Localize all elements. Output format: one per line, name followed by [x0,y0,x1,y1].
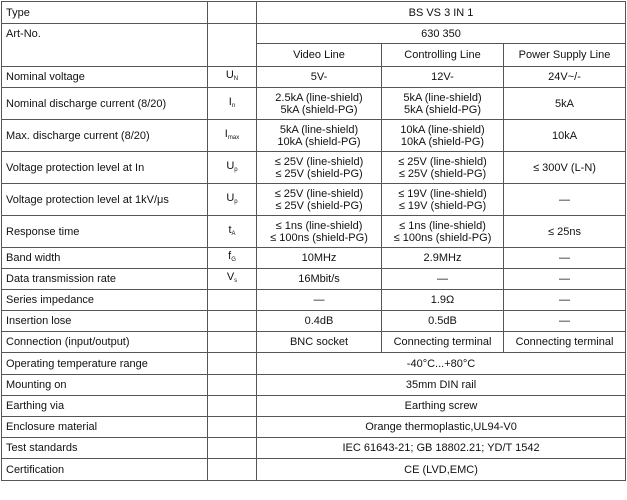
symbol-letter: I [228,95,232,108]
row-symbol [208,120,257,152]
cell-control [382,120,504,152]
cell-control [382,67,504,88]
cell-video [257,290,382,311]
artno-symbol-cell [208,24,257,67]
symbol-subscript: G [231,257,236,263]
general-label: Enclosure material [2,417,208,438]
control-line: ≤ 19V (shield-PG) [398,199,487,212]
general-symbol-cell [208,396,257,417]
power-line: ≤ 300V (L-N) [533,161,596,174]
row-symbol [208,311,257,332]
row-symbol [208,332,257,353]
general-symbol-cell [208,353,257,375]
cell-power [504,120,626,152]
general-row [2,375,626,396]
symbol-subscript: N [233,76,239,82]
general-label: Mounting on [2,375,208,396]
control-line: ≤ 25V (shield-PG) [398,167,487,180]
artno-label: Art-No. [2,24,208,67]
cell-power [504,290,626,311]
video-line: — [313,294,325,306]
cell-power [504,88,626,120]
control-line: 5kA (shield-PG) [403,103,482,116]
cell-video [257,120,382,152]
cell-video [257,67,382,88]
row-symbol [208,152,257,184]
cell-control [382,311,504,332]
spec-row [2,152,626,184]
video-line: 16Mbit/s [298,273,340,285]
general-symbol-cell [208,375,257,396]
row-label: Connection (input/output) [2,332,208,353]
cell-power [504,152,626,184]
symbol-subscript: max [227,134,240,141]
video-line: ≤ 100ns (shield-PG) [270,231,368,244]
general-value: Earthing screw [257,396,626,417]
row-label: Nominal discharge current (8/20) [2,88,208,120]
cell-control [382,184,504,216]
video-line: ≤ 25V (shield-PG) [275,167,363,180]
symbol-letter: U [225,69,234,81]
spec-row [2,332,626,353]
row-label: Max. discharge current (8/20) [2,120,208,152]
power-line: Connecting terminal [515,336,614,348]
cell-video [257,88,382,120]
spec-row [2,88,626,120]
symbol-subscript: A [231,230,236,237]
control-line: 2.9MHz [423,252,462,264]
symbol-letter: t [228,223,232,236]
row-label: Response time [2,216,208,248]
general-value: CE (LVD,EMC) [257,459,626,481]
general-row [2,396,626,417]
general-label: Test standards [2,438,208,459]
video-line: 2.5kA (line-shield) [275,91,363,104]
cell-control [382,248,504,269]
control-line: — [437,273,448,285]
cell-power [504,216,626,248]
power-line: 5kA [555,97,574,110]
control-line: 5kA (line-shield) [403,91,482,104]
row-label: Band width [2,248,208,269]
video-line: ≤ 25V (shield-PG) [275,199,363,212]
general-symbol-cell [208,459,257,481]
cell-video [257,184,382,216]
spec-row [2,311,626,332]
general-row [2,459,626,481]
row-label: Insertion lose [2,311,208,332]
power-line: — [559,273,571,285]
row-symbol [208,269,257,290]
symbol-letter: U [226,191,235,204]
cell-power [504,184,626,216]
control-line: ≤ 25V (line-shield) [398,155,487,168]
row-symbol [208,184,257,216]
cell-power [504,332,626,353]
column-header-control: Controlling Line [382,44,504,67]
general-symbol-cell [208,417,257,438]
control-line: ≤ 19V (line-shield) [398,187,487,200]
symbol-subscript: p [234,198,238,205]
video-line: 5kA (shield-PG) [280,103,358,116]
control-line: 12V- [431,71,454,83]
cell-video [257,152,382,184]
general-value: Orange thermoplastic,UL94-V0 [257,417,626,438]
video-line: ≤ 1ns (line-shield) [275,219,363,232]
type-row [2,2,626,24]
video-line: 10kA (shield-PG) [277,135,361,148]
general-label: Certification [2,459,208,481]
symbol-letter: I [224,127,228,140]
cell-power [504,269,626,290]
power-line: ≤ 25ns [548,225,581,238]
row-symbol [208,216,257,248]
spec-table-body [2,2,626,481]
control-line: 1.9Ω [430,294,455,306]
cell-video [257,269,382,290]
spec-row [2,67,626,88]
row-label: Voltage protection level at In [2,152,208,184]
type-symbol-cell [208,2,257,24]
symbol-letter: V [226,271,235,283]
general-value: 35mm DIN rail [257,375,626,396]
row-label: Voltage protection level at 1kV/μs [2,184,208,216]
control-line: ≤ 1ns (line-shield) [399,219,486,232]
control-line: ≤ 100ns (shield-PG) [393,231,492,244]
video-line: 0.4dB [304,315,334,327]
spec-row [2,184,626,216]
power-line: — [559,252,571,264]
video-line: BNC socket [289,336,349,348]
general-value: -40°C...+80°C [257,353,626,375]
cell-control [382,290,504,311]
cell-control [382,216,504,248]
column-header-power: Power Supply Line [504,44,626,67]
cell-control [382,88,504,120]
cell-power [504,67,626,88]
cell-control [382,332,504,353]
general-label: Operating temperature range [2,353,208,375]
row-label: Data transmission rate [2,269,208,290]
cell-video [257,311,382,332]
general-row [2,353,626,375]
symbol-letter: f [228,250,232,262]
row-symbol [208,290,257,311]
row-symbol [208,248,257,269]
spec-row [2,248,626,269]
column-header-video: Video Line [257,44,382,67]
cell-power [504,248,626,269]
row-symbol [208,67,257,88]
video-line: 10MHz [301,252,337,264]
general-value: IEC 61643-21; GB 18802.21; YD/T 1542 [257,438,626,459]
cell-video [257,332,382,353]
video-line: ≤ 25V (line-shield) [274,187,364,200]
artno-row [2,24,626,44]
general-row [2,417,626,438]
symbol-letter: U [226,159,235,172]
cell-video [257,248,382,269]
type-value: BS VS 3 IN 1 [257,2,626,24]
video-line: 5kA (line-shield) [279,123,359,136]
cell-control [382,269,504,290]
general-symbol-cell [208,438,257,459]
cell-video [257,216,382,248]
general-row [2,438,626,459]
spec-row [2,290,626,311]
general-label: Earthing via [2,396,208,417]
video-line: 5V- [310,71,328,83]
spec-row [2,269,626,290]
artno-value: 630 350 [257,24,626,44]
power-line: — [559,294,571,306]
row-label: Nominal voltage [2,67,208,88]
row-label: Series impedance [2,290,208,311]
symbol-subscript: n [231,102,236,109]
control-line: 10kA (shield-PG) [400,135,485,148]
control-line: Connecting terminal [393,336,492,348]
cell-control [382,152,504,184]
symbol-subscript: p [234,166,238,173]
power-line: — [559,315,571,327]
control-line: 10kA (line-shield) [400,123,485,136]
power-line: — [559,193,571,206]
spec-table [1,1,626,481]
power-line: 10kA [551,129,578,142]
symbol-subscript: s [234,278,238,284]
cell-power [504,311,626,332]
spec-row [2,216,626,248]
power-line: 24V~/- [548,71,581,83]
spec-row [2,120,626,152]
row-symbol [208,88,257,120]
control-line: 0.5dB [428,315,457,327]
type-label: Type [2,2,208,24]
video-line: ≤ 25V (line-shield) [274,155,364,168]
